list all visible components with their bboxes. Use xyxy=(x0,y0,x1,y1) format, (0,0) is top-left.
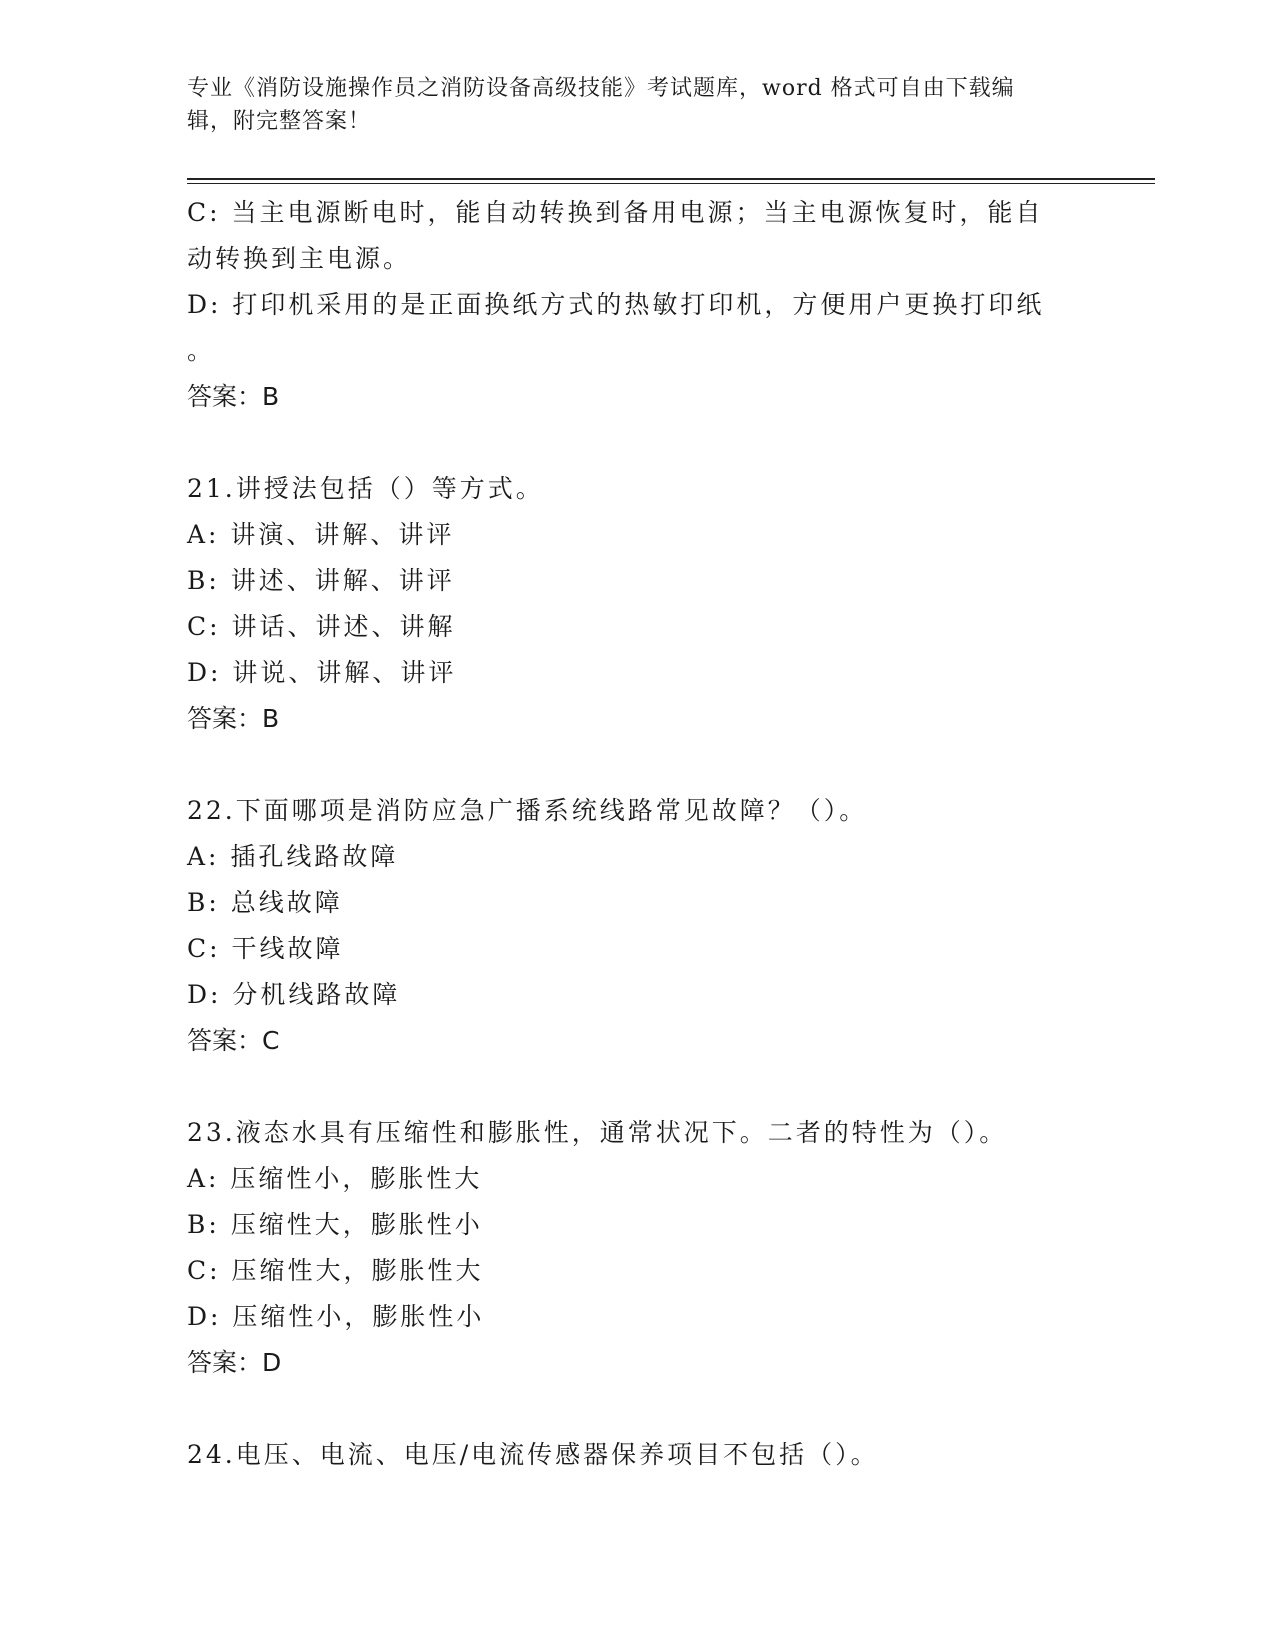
question-block-20 xyxy=(187,190,1087,420)
question-block-21 xyxy=(187,466,1087,742)
question-block-24 xyxy=(187,1432,1087,1478)
answer-label: 答案：B xyxy=(187,704,280,733)
question-block-22 xyxy=(187,788,1087,1064)
question-text: 24.电压、电流、电压/电流传感器保养项目不包括（）。 xyxy=(187,1440,879,1469)
header-divider-thin xyxy=(187,183,1155,184)
option-b: B: 压缩性大，膨胀性小 xyxy=(187,1210,483,1239)
question-text: 21.讲授法包括（）等方式。 xyxy=(187,474,544,503)
option-d: D: 压缩性小，膨胀性小 xyxy=(187,1302,485,1331)
question-list xyxy=(187,190,1087,1478)
header-title-line-2: 辑，附完整答案！ xyxy=(187,109,372,134)
option-b: B: 总线故障 xyxy=(187,888,343,917)
option-a: A: 压缩性小，膨胀性大 xyxy=(187,1164,483,1193)
spacer xyxy=(187,1386,1087,1432)
header-divider xyxy=(187,178,1155,180)
question-text: 23.液态水具有压缩性和膨胀性，通常状况下。二者的特性为（）。 xyxy=(187,1118,1008,1147)
option-b: B: 讲述、讲解、讲评 xyxy=(187,566,455,595)
question-text: 22.下面哪项是消防应急广播系统线路常见故障？（）。 xyxy=(187,796,868,825)
option-c-line-2: 动转换到主电源。 xyxy=(187,244,412,273)
spacer xyxy=(187,742,1087,788)
option-a: A: 讲演、讲解、讲评 xyxy=(187,520,455,549)
option-c: C: 干线故障 xyxy=(187,934,344,963)
answer-label: 答案：B xyxy=(187,382,280,411)
header-title-line-1: 专业《消防设施操作员之消防设备高级技能》考试题库，word 格式可自由下载编 xyxy=(187,76,1015,101)
option-d-line-1: D: 打印机采用的是正面换纸方式的热敏打印机，方便用户更换打印纸 xyxy=(187,290,1045,319)
answer-label: 答案：D xyxy=(187,1348,282,1377)
option-a: A: 插孔线路故障 xyxy=(187,842,399,871)
spacer xyxy=(187,420,1087,466)
option-d-line-2: 。 xyxy=(187,336,216,365)
option-d: D: 讲说、讲解、讲评 xyxy=(187,658,457,687)
option-c: C: 讲话、讲述、讲解 xyxy=(187,612,456,641)
question-block-23 xyxy=(187,1110,1087,1386)
option-c-line-1: C: 当主电源断电时，能自动转换到备用电源；当主电源恢复时，能自 xyxy=(187,198,1044,227)
option-c: C: 压缩性大，膨胀性大 xyxy=(187,1256,484,1285)
option-d: D: 分机线路故障 xyxy=(187,980,401,1009)
document-header xyxy=(187,72,1087,138)
answer-label: 答案：C xyxy=(187,1026,280,1055)
spacer xyxy=(187,1064,1087,1110)
